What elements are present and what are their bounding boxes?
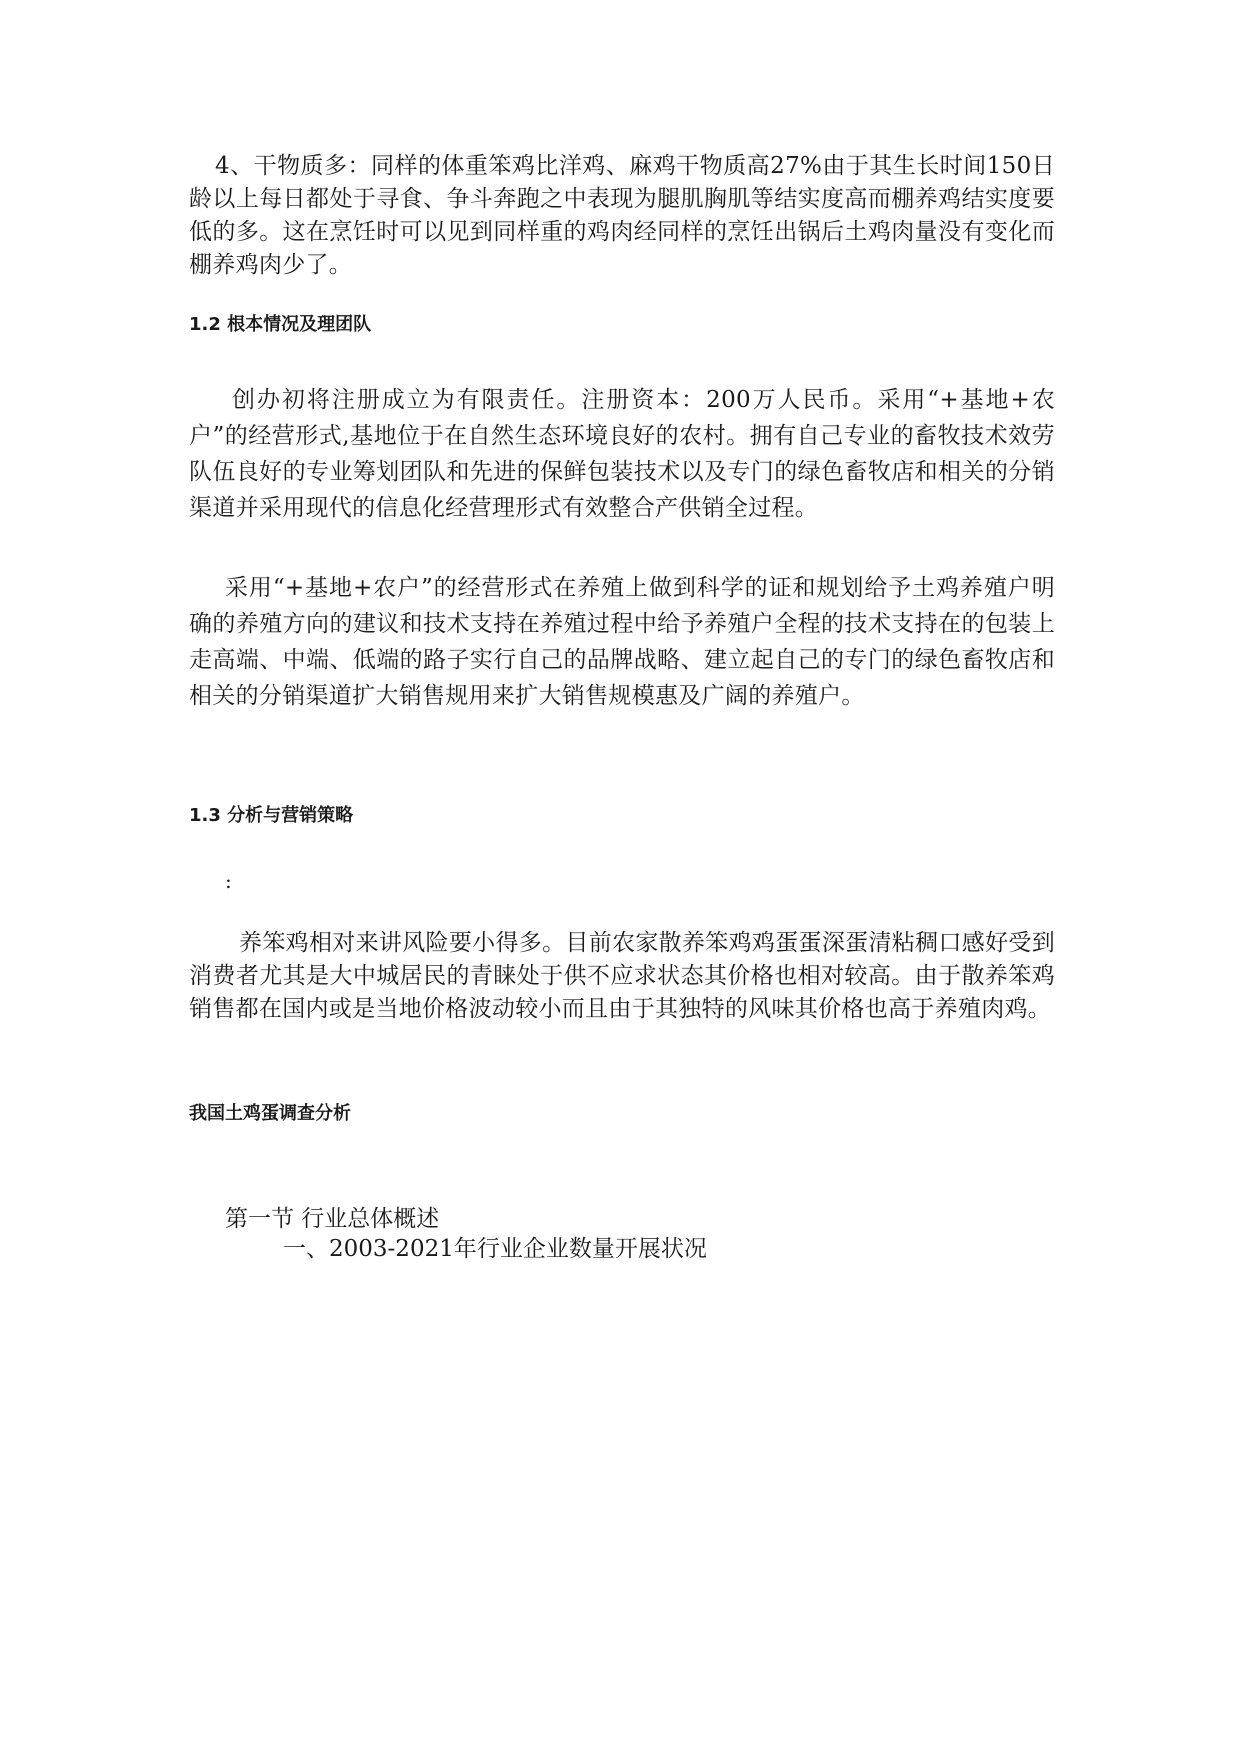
colon-mark: : <box>225 869 232 893</box>
heading-survey: 我国土鸡蛋调查分析 <box>189 1103 351 1124</box>
paragraph-model: 采用“+基地+农户”的经营形式在养殖上做到科学的证和规划给予土鸡养殖户明确的养殖方向的建议和技术支持在养殖过程中给予养殖户全程的技术支持在的包装上走高端、中端、低端的路子实行自己的品牌战略、建立起自己的专门的绿色畜牧店和相关的分销渠道扩大销售规用来扩大销售规模惠及广阔的养殖户。 <box>189 575 1055 709</box>
paragraph-risk: 养笨鸡相对来讲风险要小得多。目前农家散养笨鸡鸡蛋蛋深蛋清粘稠口感好受到消费者尤其是大中城居民的青睐处于供不应求状态其价格也相对较高。由于散养笨鸡销售都在国内或是当地价格波动较小而且由于其独特的风味其价格也高于养殖肉鸡。 <box>189 930 1055 1022</box>
paragraph-company: 创办初将注册成立为有限责任。注册资本：200万人民币。采用“+基地+农户”的经营形式,基地位于在自然生态环境良好的农村。拥有自己专业的畜牧技术效劳队伍良好的专业筹划团队和先进的保鲜包装技术以及专门的绿色畜牧店和相关的分销渠道并采用现代的信息化经营理形式有效整合产供销全过程。 <box>189 387 1055 521</box>
subsection-title: 一、2003-2021年行业企业数量开展状况 <box>283 1236 707 1262</box>
paragraph-dry-matter: 4、干物质多：同样的体重笨鸡比洋鸡、麻鸡干物质高27%由于其生长时间150日龄以上每日都处于寻食、争斗奔跑之中表现为腿肌胸肌等结实度高而棚养鸡结实度要低的多。这在烹饪时可以见到同样重的鸡肉经同样的烹饪出锅后土鸡肉量没有变化而棚养鸡肉少了。 <box>189 153 1055 278</box>
heading-1-3: 1.3 分析与营销策略 <box>189 805 354 826</box>
section-title: 第一节 行业总体概述 <box>225 1206 440 1232</box>
heading-1-2: 1.2 根本情况及理团队 <box>189 314 372 335</box>
